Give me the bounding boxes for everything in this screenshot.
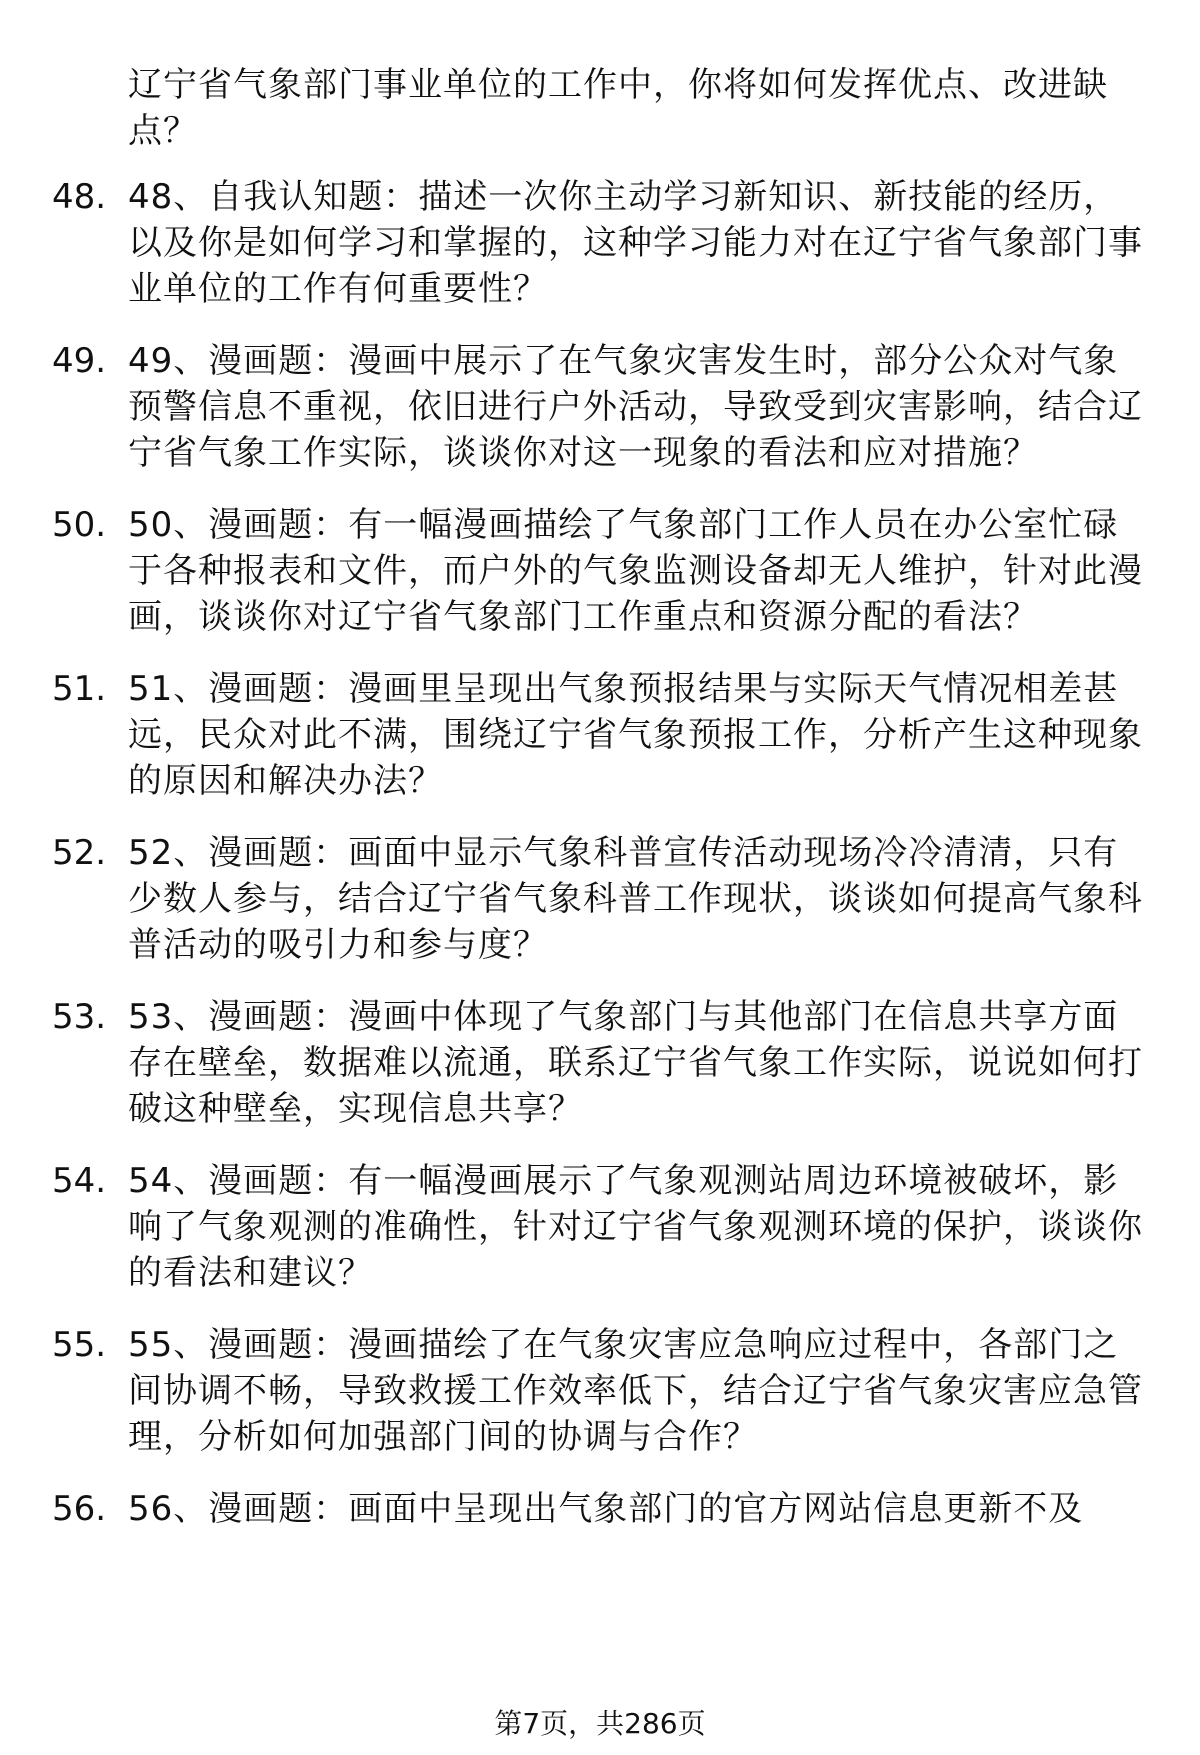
question-text: 49、漫画题：漫画中展示了在气象灾害发生时，部分公众对气象预警信息不重视，依旧进行户外活动，导致受到灾害影响，结合辽宁省气象工作实际，谈谈你对这一现象的看法和应对措施？ (128, 341, 1143, 473)
question-text: 55、漫画题：漫画描绘了在气象灾害应急响应过程中，各部门之间协调不畅，导致救援工作效率低下，结合辽宁省气象灾害应急管理，分析如何加强部门间的协调与合作？ (128, 1325, 1143, 1457)
question-number: 50. (52, 505, 107, 545)
question-number: 54. (52, 1161, 107, 1201)
page-footer: 第7页，共286页 (494, 1707, 706, 1740)
question-number: 49. (52, 341, 107, 381)
question-47-continuation: 辽宁省气象部门事业单位的工作中，你将如何发挥优点、改进缺点？ (128, 65, 1108, 151)
question-text: 53、漫画题：漫画中体现了气象部门与其他部门在信息共享方面存在壁垒，数据难以流通，联系辽宁省气象工作实际，说说如何打破这种壁垒，实现信息共享？ (128, 997, 1143, 1129)
question-text: 50、漫画题：有一幅漫画描绘了气象部门工作人员在办公室忙碌于各种报表和文件，而户外的气象监测设备却无人维护，针对此漫画，谈谈你对辽宁省气象部门工作重点和资源分配的看法？ (128, 505, 1143, 637)
question-text: 51、漫画题：漫画里呈现出气象预报结果与实际天气情况相差甚远，民众对此不满，围绕辽宁省气象预报工作，分析产生这种现象的原因和解决办法？ (128, 669, 1143, 801)
question-text: 56、漫画题：画面中呈现出气象部门的官方网站信息更新不及 (128, 1489, 1084, 1529)
question-number: 55. (52, 1325, 107, 1365)
question-text: 52、漫画题：画面中显示气象科普宣传活动现场冷冷清清，只有少数人参与，结合辽宁省气象科普工作现状，谈谈如何提高气象科普活动的吸引力和参与度？ (128, 833, 1143, 965)
question-text: 54、漫画题：有一幅漫画展示了气象观测站周边环境被破坏，影响了气象观测的准确性，针对辽宁省气象观测环境的保护，谈谈你的看法和建议？ (128, 1161, 1143, 1293)
question-number: 56. (52, 1489, 107, 1529)
question-number: 51. (52, 669, 107, 709)
question-number: 48. (52, 177, 107, 217)
question-number: 53. (52, 997, 107, 1037)
question-number: 52. (52, 833, 107, 873)
question-text: 48、自我认知题：描述一次你主动学习新知识、新技能的经历，以及你是如何学习和掌握的，这种学习能力对在辽宁省气象部门事业单位的工作有何重要性？ (128, 177, 1143, 309)
